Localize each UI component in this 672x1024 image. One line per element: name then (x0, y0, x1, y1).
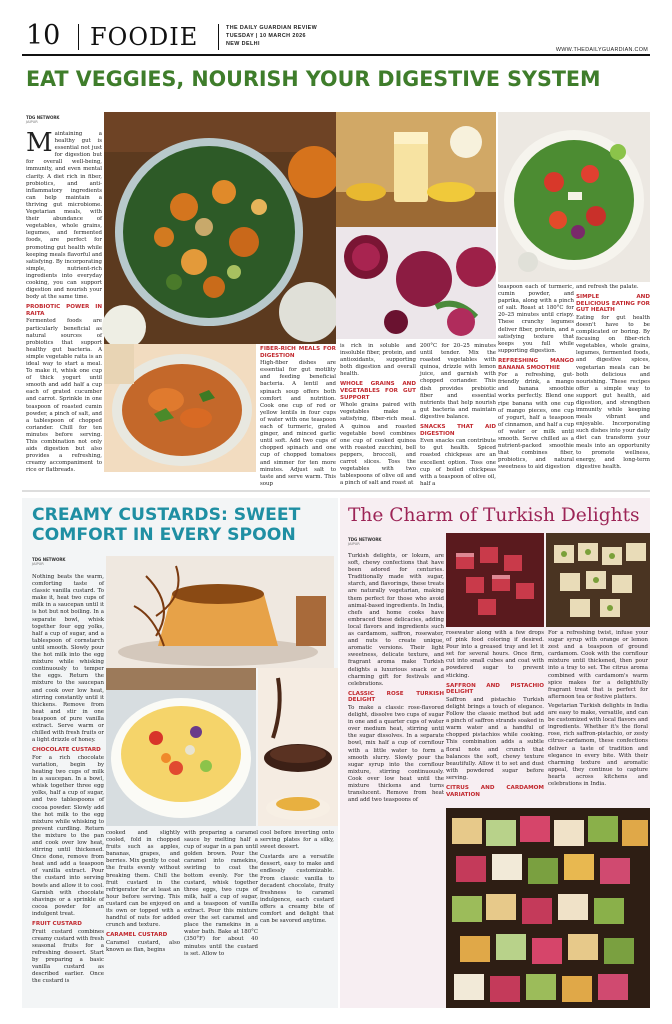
paper-name: THE DAILY GUARDIAN REVIEW (226, 25, 318, 31)
subhead-saffron: SAFFRON AND PISTACHIO DELIGHT (446, 682, 544, 696)
masthead-divider (78, 24, 79, 50)
rose-text-continued: rosewater along with a few drops of pink food coloring if desired. Pour into a greased tray and let it set for several hours. Once firm, cut into small cubes and coat with powdered sugar to prevent sticking. (446, 630, 544, 679)
caramel-custard-photo (106, 556, 334, 668)
article-veggies-col6 (576, 284, 650, 473)
subhead-fruit: FRUIT CUSTARD (32, 921, 82, 927)
masthead-divider-2 (218, 24, 219, 50)
article-custard-byline (32, 557, 102, 566)
subhead-caramel: CARAMEL CUSTARD (106, 932, 168, 939)
subhead-simple: SIMPLE AND DELICIOUS EATING FOR GUT HEALTH (576, 294, 650, 314)
article-turkish-col3 (548, 630, 648, 805)
byline-place: JAIPUR (26, 120, 38, 124)
section-title: FOODIE (90, 23, 199, 51)
subhead-raita: PROBIOTIC POWER IN RAITA (26, 304, 102, 317)
caramel-text-continued: with preparing a caramel sauce by melting half a cup of sugar in a pan until golden brown. Pour the caramel into ramekins, swirling to coat the bottom evenly. For the custard, whisk together three eggs, two cups of milk, half a cup of sugar, and a teaspoon of vanilla extract. Pour this mixture over the set caramel and place the ramekins in a water bath. Bake at 180°C (350°F) for about 40 minutes until the custard is set. Allow to (184, 830, 258, 957)
whole-grains-text-continued: 200°C for 20–25 minutes until tender. Mix the roasted vegetables with quinoa, drizzle with lemon juice, and garnish with chopped coriander. This dish provides prebiotic fiber and essential nutrients that help nourish gut bacteria and maintain digestive balance. (420, 343, 496, 420)
caramel-text-end: cool before inverting onto serving plates for a silky, sweet dessert. (260, 830, 334, 851)
article-turkish-byline (348, 537, 438, 546)
lentil-soup-photo (104, 344, 256, 472)
subhead-citrus: CITRUS AND CARDAMOM VARIATION (446, 784, 544, 798)
article-veggies-col4 (420, 343, 496, 487)
fruit-text: Fruit custard combines creamy custard with fresh seasonal fruits for a refreshing dessert. Start by preparing a basic vanilla custard as described earlier. Once the custard is (32, 928, 104, 985)
turkish-conclusion: Vegetarian Turkish delights in India are easy to make, versatile, and can be customized with local flavors and ingredients. Whether it's the floral rose, rich saffron-pistachio, or zesty citrus-cardamom, these confections deliver a taste of tradition and elegance in every bite. With their charming texture and aromatic appeal, they continue to capture hearts across kitchens and celebrations in India. (548, 702, 648, 787)
custard-intro: Nothing beats the warm, comforting taste of classic vanilla custard. To make it, heat two cups of milk in a saucepan until it is hot but not boiling. In a separate bowl, whisk together four egg yolks, half a cup of sugar, and a tablespoon of cornstarch until smooth. Slowly pour the hot milk into the egg mixture while whisking continuously to temper the eggs. Return the mixture to the saucepan and cook over low heat, stirring constantly until it thickens. Remove from heat and stir in one teaspoon of pure vanilla extract. Serve warm or chilled with fresh fruits or a light drizzle of honey. (32, 574, 104, 744)
article-custard-col2 (106, 830, 180, 1008)
drop-cap: M (26, 128, 53, 158)
chocolate-text: For a rich chocolate variation, begin by heating two cups of milk in a saucepan. In a bowl, whisk together three egg yolks, half a cup of sugar, and two tablespoons of cocoa powder. Slowly add the hot milk to the egg mixture while whisking to prevent curdling. Return the mixture to the pan and cook over low heat, stirring until thickened. Once done, remove from heat and add a teaspoon of vanilla extract. Pour the custard into serving bowls and allow it to cool. Garnish with chocolate shavings or a sprinkle of cocoa powder for an indulgent treat. (32, 754, 104, 917)
veggie-bowl-photo (104, 112, 336, 344)
subhead-chocolate: CHOCOLATE CUSTARD (32, 747, 101, 754)
smoothie-glass-photo (336, 112, 496, 227)
whole-grains-text: Whole grains paired with vegetables make a satisfying, fiber-rich meal. A quinoa and roasted vegetable bowl combines one cup of cooked quinoa with roasted zucchini, bell peppers, broccoli, and carrot slices. Toss the vegetables with two tablespoons of olive oil and a pinch of salt and roast at (340, 402, 416, 487)
fiber-text-continued: is rich in soluble and insoluble fiber, protein, and antioxidants, supporting both digestion and overall health. (340, 343, 416, 378)
subhead-mango: REFRESHING MANGO BANANA SMOOTHIE (498, 357, 574, 371)
subhead-rose: CLASSIC ROSE TURKISH DELIGHT (348, 690, 444, 704)
article-custard-col3 (184, 830, 258, 1008)
masthead (22, 20, 650, 56)
page-number: 10 (26, 20, 61, 51)
saffron-text: Saffron and pistachio Turkish delight brings a touch of elegance. Follow the classic method but add a pinch of saffron strands soaked in warm water and a handful of chopped pistachios while cooking. This combination adds a subtle floral note and crunch that balances the soft, chewy texture beautifully. Allow it to set and dust with powdered sugar before serving. (446, 696, 544, 781)
article-custard-headline: CREAMY CUSTARDS: SWEET COMFORT IN EVERY SPOON (32, 505, 301, 545)
custard-conclusion: Custards are a versatile dessert, easy to make and endlessly customizable. From classic vanilla to decadent chocolate, fruity freshness to caramel indulgence, each custard offers a creamy bite of comfort and delight that can be savored anytime. (260, 854, 334, 925)
article-turkish-col2 (446, 630, 544, 805)
snacks-text: Even snacks can contribute to gut health. Spiced roasted chickpeas are an excellent option. Toss one cup of boiled chickpeas with a teaspoon of olive oil, half a (420, 438, 496, 487)
subhead-whole-grains: WHOLE GRAINS AND VEGETABLES FOR GUT SUPPORT (340, 381, 416, 401)
article-veggies-col2 (260, 346, 336, 487)
article-veggies-col1 (26, 128, 102, 474)
article-turkish-col1 (348, 553, 444, 1005)
issue-date: TUESDAY | 10 MARCH 2026 (226, 33, 306, 39)
assorted-lokum-photo (446, 808, 650, 1008)
fresh-salad-photo (498, 112, 650, 282)
article-veggies-headline: EAT VEGGIES, NOURISH YOUR DIGESTIVE SYSTEM (26, 67, 601, 92)
rose-lokum-photo (446, 533, 544, 627)
byline: TDG NETWORK (348, 537, 382, 542)
issue-city: NEW DELHI (226, 41, 260, 47)
article-custard-col4 (260, 830, 334, 1008)
intro-text: aintaining a healthy gut is essential not just for digestion but for overall well-being, immunity, and even mental clarity. A diet rich in fiber, probiotics, and anti-inflammatory ingredients can help maintain a thriving gut microbiome. Vegetarian meals, with their abundance of vegetables, whole grains, legumes, and fermented foods, are perfect for promoting gut health while keeping meals flavorful and satisfying. By incorporating simple, nutrient-rich ingredients into everyday cooking, you can support digestion and nourish your body at the same time. (26, 131, 102, 301)
subhead-fiber: FIBER-RICH MEALS FOR DIGESTION (260, 346, 336, 359)
chocolate-custard-photo (258, 668, 338, 826)
citrus-text: For a refreshing twist, infuse your sugar syrup with orange or lemon zest and a teaspoon of ground cardamom. Cook with the cornflour mixture until thickened, then pour into a tray to set. The citrus aroma combined with cardamom's warm spice makes for a delightfully fragrant treat that is perfect for afternoon tea or festive platters. (548, 630, 648, 700)
fruit-text-continued: cooked and slightly cooled, fold in chopped fruits such as apples, bananas, grapes, and berries. Mix gently to coat the fruits evenly without breaking them. Chill the fruit custard in the refrigerator for at least an hour before serving. This custard can be enjoyed on its own or topped with a handful of nuts for added crunch and texture. (106, 830, 180, 929)
snacks-text-continued: teaspoon each of turmeric, cumin powder, and paprika, along with a pinch of salt. Roast at 180°C for 20–25 minutes until crispy. These crunchy legumes deliver fiber, protein, and a satisfying texture that keeps you full while supporting digestion. (498, 284, 574, 354)
article-veggies-byline (26, 115, 102, 124)
byline-place: JAIPUR (348, 542, 360, 546)
raita-text: Fermented foods are particularly beneficial as natural sources of probiotics that support healthy gut bacteria. A simple vegetable raita is an ideal way to start a meal. To make it, whisk one cup of thick yogurt until smooth and add half a cup each of grated cucumber and carrot. Sprinkle in one teaspoon of roasted cumin powder, a pinch of salt, and a tablespoon of chopped coriander. Chill for ten minutes before serving. This combination not only aids digestion but also provides a refreshing, creamy accompaniment to rice or flatbreads. (26, 318, 102, 474)
article-veggies-col5 (498, 284, 574, 473)
simple-text: Eating for gut health doesn't have to be complicated or boring. By focusing on fiber-rich vegetables, whole grains, legumes, fermented foods, and digestive spices, vegetarian meals can be both delicious and nourishing. These recipes offer a simple way to support gut health, aid digestion, and strengthen immunity while keeping meals vibrant and enjoyable. Incorporating such dishes into your daily diet can transform your meals into an opportunity to promote wellness, energy, and long-term digestive health. (576, 314, 650, 470)
website-link[interactable]: WWW.THEDAILYGUARDIAN.COM (555, 47, 648, 53)
subhead-snacks: SNACKS THAT AID DIGESTION (420, 424, 496, 437)
byline: TDG NETWORK (32, 557, 66, 562)
rose-text: To make a classic rose-flavored delight, dissolve two cups of sugar in one and a quarter cups of water over medium heat, stirring until the sugar dissolves. In a separate bowl, mix half a cup of cornflour with a little water to form a smooth slurry. Slowly pour the sugar syrup into the cornflour mixture, stirring continuously. Cook over low heat until the mixture thickens and turns translucent. Remove from heat and add two teaspoons of (348, 704, 444, 804)
section-divider (22, 490, 650, 492)
article-custard-col1 (32, 574, 104, 1006)
caramel-text: Caramel custard, also known as flan, begins (106, 939, 180, 953)
fiber-text: High-fiber dishes are essential for gut motility and feeding beneficial bacteria. A lentil and spinach soup offers both comfort and nutrition. Cook one cup of red or yellow lentils in four cups of water with one teaspoon each of turmeric, grated ginger, and minced garlic until soft. Add two cups of chopped spinach and one cup of chopped tomatoes and simmer for ten more minutes. Adjust salt to taste and serve warm. This soup (260, 360, 336, 487)
turkish-intro: Turkish delights, or lokum, are soft, chewy confections that have been adored for centuries. Traditionally made with sugar, starch, and flavorings, these treats are naturally vegetarian, making them perfect for those who avoid animal-based ingredients. In India, chefs and home cooks have embraced these delicacies, adding local flavors and ingredients such as cardamom, saffron, rosewater, and nuts to create unique, aromatic versions. Their light sweetness, delicate texture, and fragrant aroma make Turkish delights a luxurious snack or a charming gift for festivals and celebrations. (348, 553, 444, 687)
mango-text: For a refreshing, gut-friendly drink, a mango and banana smoothie works perfectly. Blend one ripe banana with one cup of mango pieces, one cup of yogurt, half a teaspoon of cinnamon, and half a cup of water or milk until smooth. Serve chilled as a nutrient-packed smoothie that combines fiber, probiotics, and natural sweetness to aid digestion (498, 372, 574, 471)
beetroot-photo (336, 227, 496, 339)
byline: TDG NETWORK (26, 115, 60, 120)
fruit-custard-photo (106, 668, 256, 826)
mango-text-continued: and refresh the palate. (576, 284, 639, 290)
pistachio-lokum-photo (546, 533, 650, 627)
article-veggies-col3 (340, 343, 416, 487)
byline-place: JAIPUR (32, 562, 44, 566)
article-turkish-headline: The Charm of Turkish Delights (348, 505, 640, 526)
